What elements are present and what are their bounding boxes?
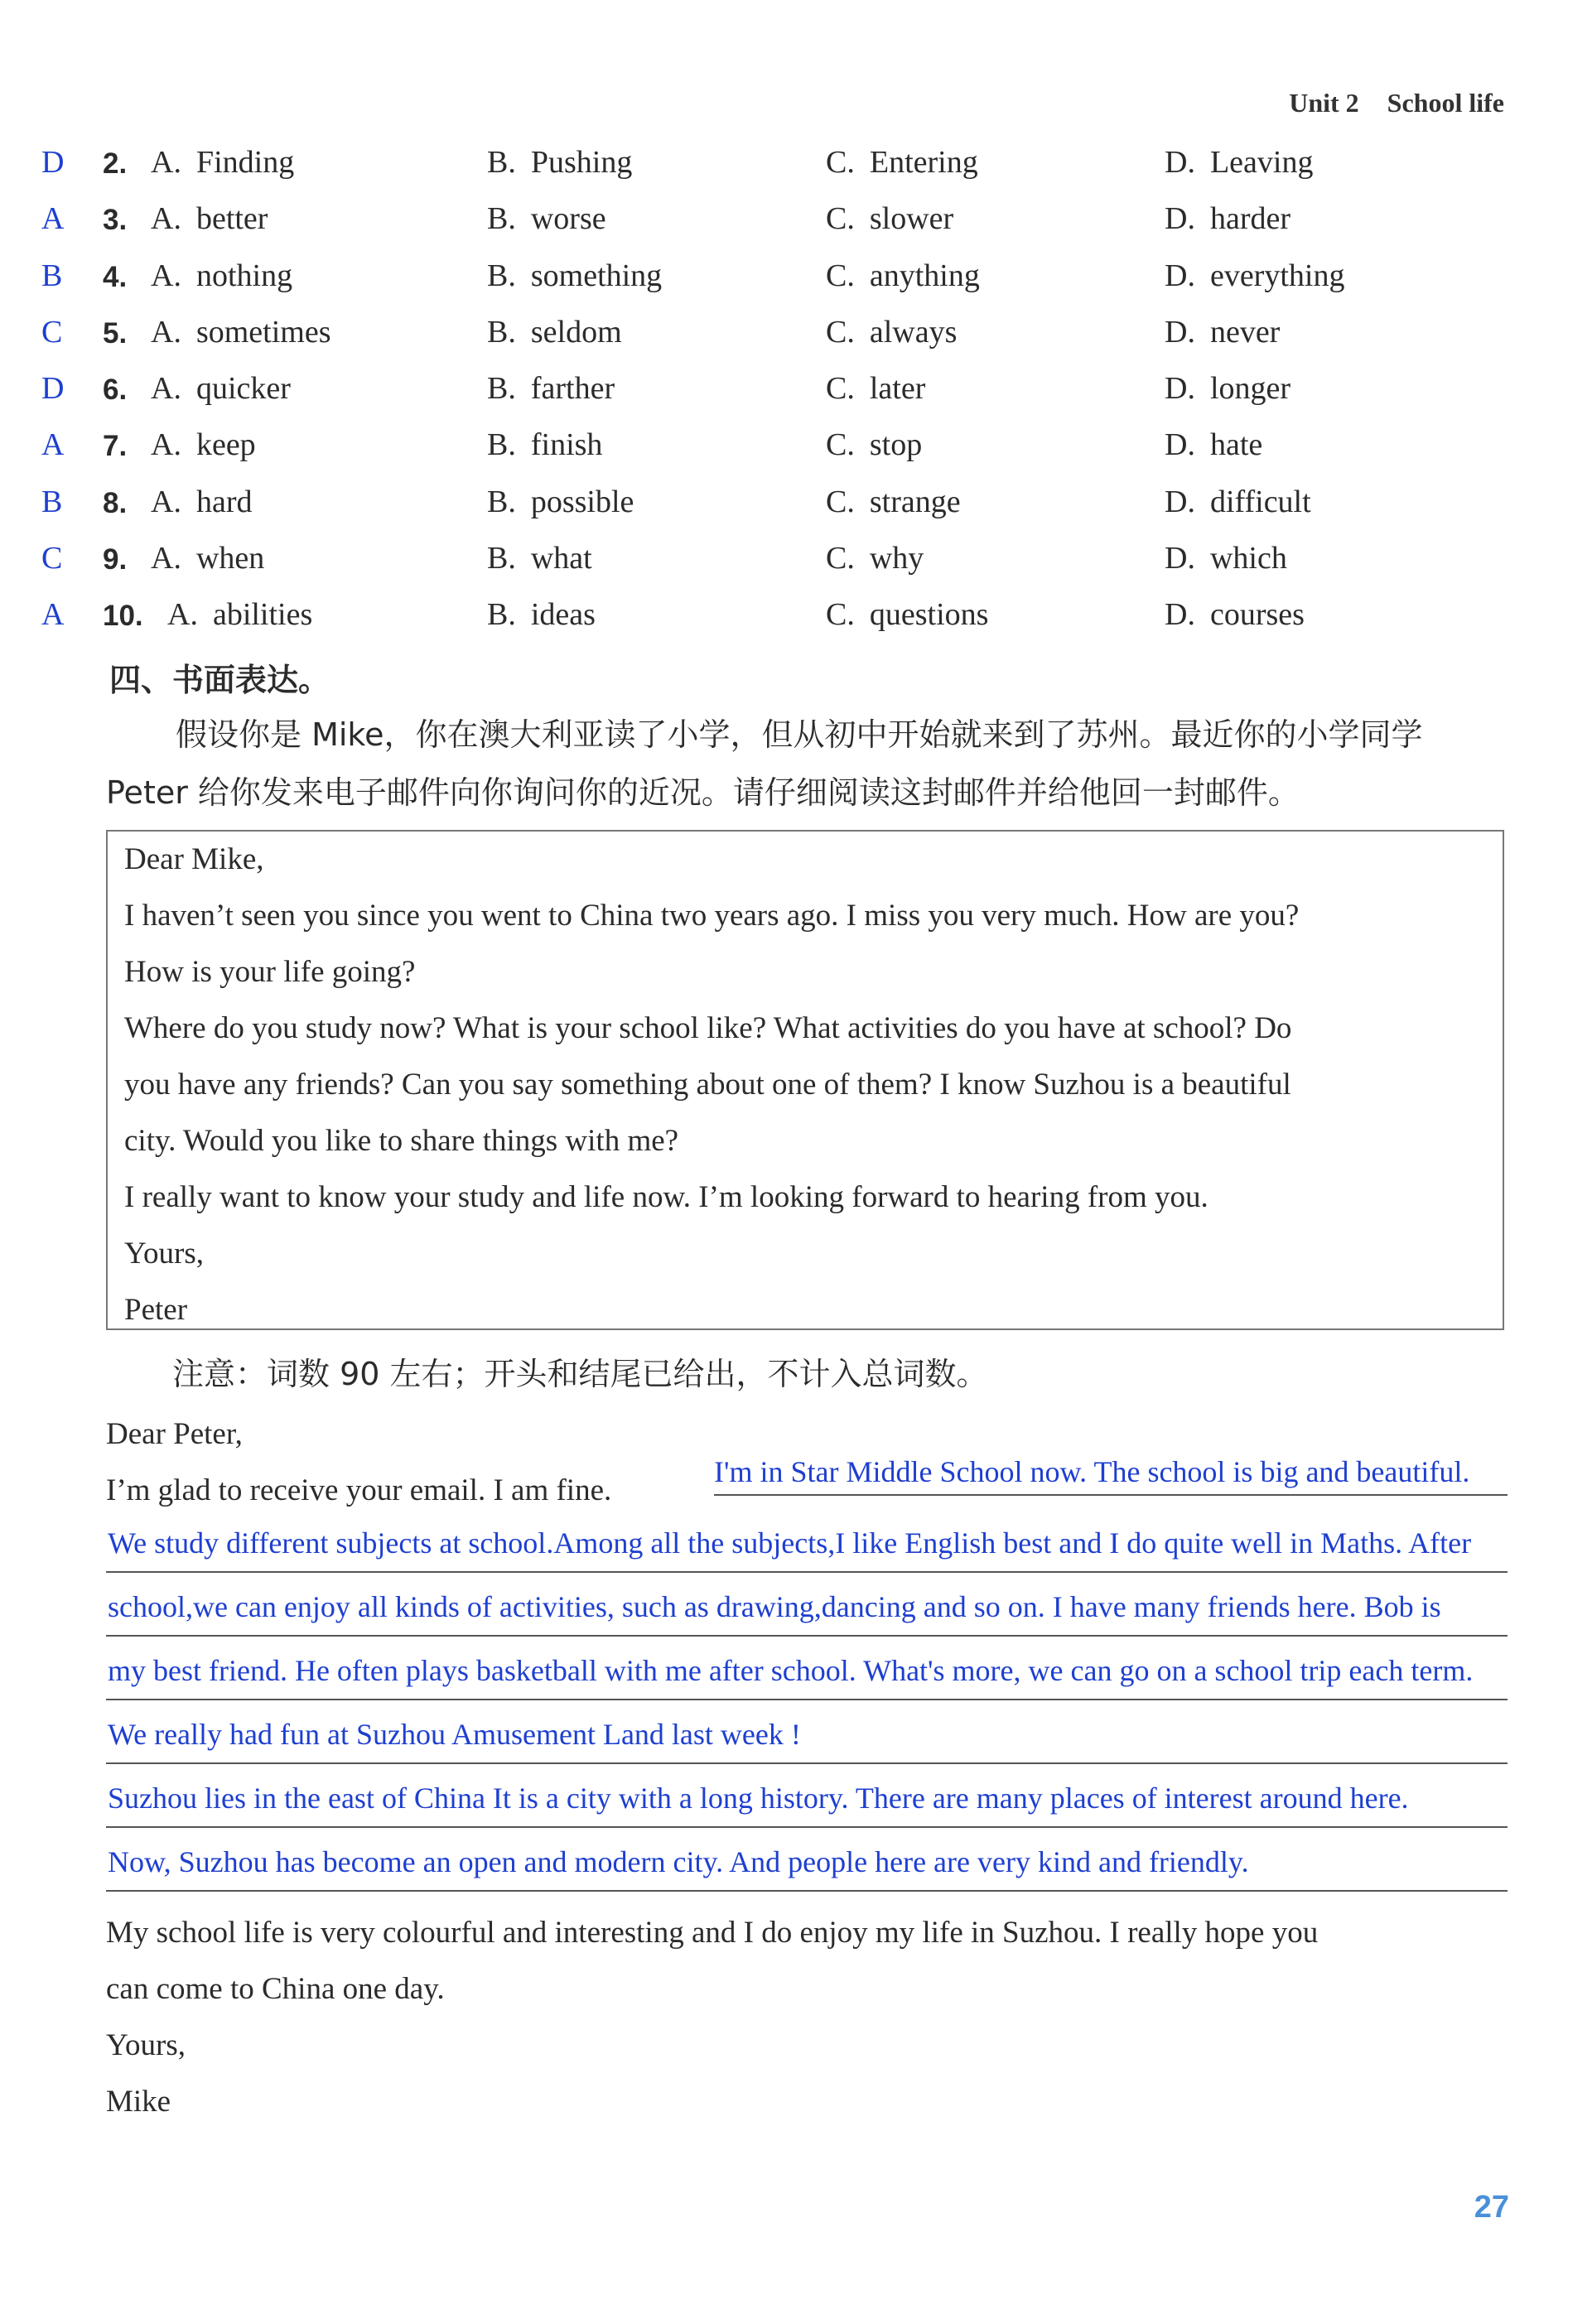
option-a: A. nothing — [151, 258, 293, 293]
answer-key: D — [41, 145, 65, 180]
question-row — [0, 370, 1592, 427]
answer-key: B — [41, 484, 63, 519]
answer-lines — [106, 1509, 1508, 1892]
question-number: 4. — [103, 260, 128, 293]
peter-email-box — [106, 830, 1504, 1330]
closing-line: My school life is very colourful and interesting and I do enjoy my life in Suzhou. I really hope you — [106, 1916, 1319, 1950]
option-a: A. quicker — [151, 371, 291, 407]
reply-opening: I’m glad to receive your email. I am fine. — [106, 1473, 612, 1507]
unit-label: Unit 2 — [1289, 88, 1359, 118]
closing-line: Yours, — [106, 2028, 186, 2062]
question-row — [0, 200, 1592, 257]
email-line: you have any friends? Can you say something about one of them? I know Suzhou is a beautiful — [124, 1068, 1291, 1102]
option-c: C. anything — [826, 258, 980, 293]
option-b: B. Pushing — [487, 145, 633, 180]
option-c: C. why — [826, 541, 924, 576]
option-a: A. sometimes — [151, 314, 331, 350]
page-number: 27 — [1474, 2190, 1509, 2225]
option-c: C. later — [826, 371, 926, 407]
option-d: D. difficult — [1165, 484, 1311, 519]
unit-title: School life — [1387, 88, 1504, 118]
option-c: C. Entering — [826, 145, 978, 180]
option-d: D. courses — [1165, 597, 1305, 633]
page-header — [1289, 88, 1504, 118]
answer-key: D — [41, 371, 65, 407]
option-a: A. hard — [151, 484, 253, 519]
handwritten-answer-line: my best friend. He often plays basketball with me after school. What's more, we can go on a school trip each term. — [106, 1637, 1508, 1700]
option-d: D. never — [1165, 314, 1281, 350]
question-row — [0, 540, 1592, 596]
option-a: A. when — [151, 541, 265, 576]
option-c: C. strange — [826, 484, 961, 519]
option-d: D. everything — [1165, 258, 1345, 293]
email-line: Where do you study now? What is your school like? What activities do you have at school? Do — [124, 1011, 1292, 1045]
option-b: B. possible — [487, 484, 634, 519]
closing-line: Mike — [106, 2085, 171, 2119]
option-b: B. worse — [487, 201, 606, 237]
section-title: 四、书面表达。 — [109, 662, 330, 698]
question-number: 3. — [103, 204, 128, 237]
question-row — [0, 596, 1592, 653]
option-d: D. Leaving — [1165, 145, 1314, 180]
question-number: 9. — [103, 543, 128, 576]
question-number: 2. — [103, 147, 128, 180]
question-number: 7. — [103, 430, 128, 463]
question-number: 10. — [103, 600, 143, 633]
handwritten-answer-line: We study different subjects at school.Among all the subjects,I like English best and I do quite well in Maths. After — [106, 1509, 1508, 1573]
option-c: C. always — [826, 314, 958, 350]
option-c: C. slower — [826, 201, 954, 237]
option-d: D. hate — [1165, 427, 1263, 463]
email-line: Peter — [124, 1293, 188, 1327]
question-row — [0, 484, 1592, 540]
option-c: C. stop — [826, 427, 923, 463]
option-b: B. ideas — [487, 597, 596, 633]
handwritten-answer-line: Suzhou lies in the east of China It is a city with a long history. There are many places of interest around here. — [106, 1764, 1508, 1828]
handwritten-answer-line: We really had fun at Suzhou Amusement Land last week ! — [106, 1700, 1508, 1764]
reply-greeting: Dear Peter, — [106, 1417, 243, 1451]
email-line: I haven’t seen you since you went to China two years ago. I miss you very much. How are you? — [124, 899, 1300, 933]
option-b: B. something — [487, 258, 663, 293]
question-row — [0, 144, 1592, 200]
multiple-choice-list — [0, 144, 1592, 653]
answer-key: A — [41, 201, 65, 237]
handwritten-answer-line: I'm in Star Middle School now. The school is big and beautiful. — [714, 1454, 1508, 1496]
answer-key: B — [41, 258, 63, 293]
option-a: A. better — [151, 201, 268, 237]
option-a: A. keep — [151, 427, 256, 463]
question-number: 8. — [103, 486, 128, 519]
question-row — [0, 258, 1592, 314]
writing-instruction: 假设你是 Mike，你在澳大利亚读了小学，但从初中开始就来到了苏州。最近你的小学同学 Peter 给你发来电子邮件向你询问你的近况。请仔细阅读这封邮件并给他回一封邮件。 — [106, 716, 1423, 811]
answer-key: A — [41, 597, 65, 633]
question-row — [0, 314, 1592, 370]
answer-key: A — [41, 427, 65, 463]
option-d: D. longer — [1165, 371, 1291, 407]
handwritten-answer-line: Now, Suzhou has become an open and modern city. And people here are very kind and friendly. — [106, 1828, 1508, 1892]
answer-key: C — [41, 314, 63, 350]
option-b: B. finish — [487, 427, 603, 463]
answer-key: C — [41, 541, 63, 576]
option-b: B. farther — [487, 371, 615, 407]
email-line: city. Would you like to share things with me? — [124, 1124, 679, 1158]
option-c: C. questions — [826, 597, 989, 633]
email-line: Yours, — [124, 1237, 204, 1270]
question-number: 6. — [103, 374, 128, 407]
option-a: A. Finding — [151, 145, 295, 180]
question-row — [0, 427, 1592, 483]
email-line: How is your life going? — [124, 955, 416, 989]
question-number: 5. — [103, 316, 128, 350]
reply-closing — [106, 1905, 1514, 2130]
option-a: A. abilities — [167, 597, 313, 633]
handwritten-answer-line: school,we can enjoy all kinds of activities, such as drawing,dancing and so on. I have many friends here. Bob is — [106, 1573, 1508, 1637]
option-b: B. seldom — [487, 314, 622, 350]
word-count-note: 注意：词数 90 左右；开头和结尾已给出，不计入总词数。 — [172, 1356, 988, 1392]
option-d: D. which — [1165, 541, 1287, 576]
option-b: B. what — [487, 541, 592, 576]
email-line: Dear Mike, — [124, 842, 264, 876]
email-line: I really want to know your study and life now. I’m looking forward to hearing from you. — [124, 1180, 1208, 1214]
option-d: D. harder — [1165, 201, 1290, 237]
closing-line: can come to China one day. — [106, 1972, 445, 2006]
